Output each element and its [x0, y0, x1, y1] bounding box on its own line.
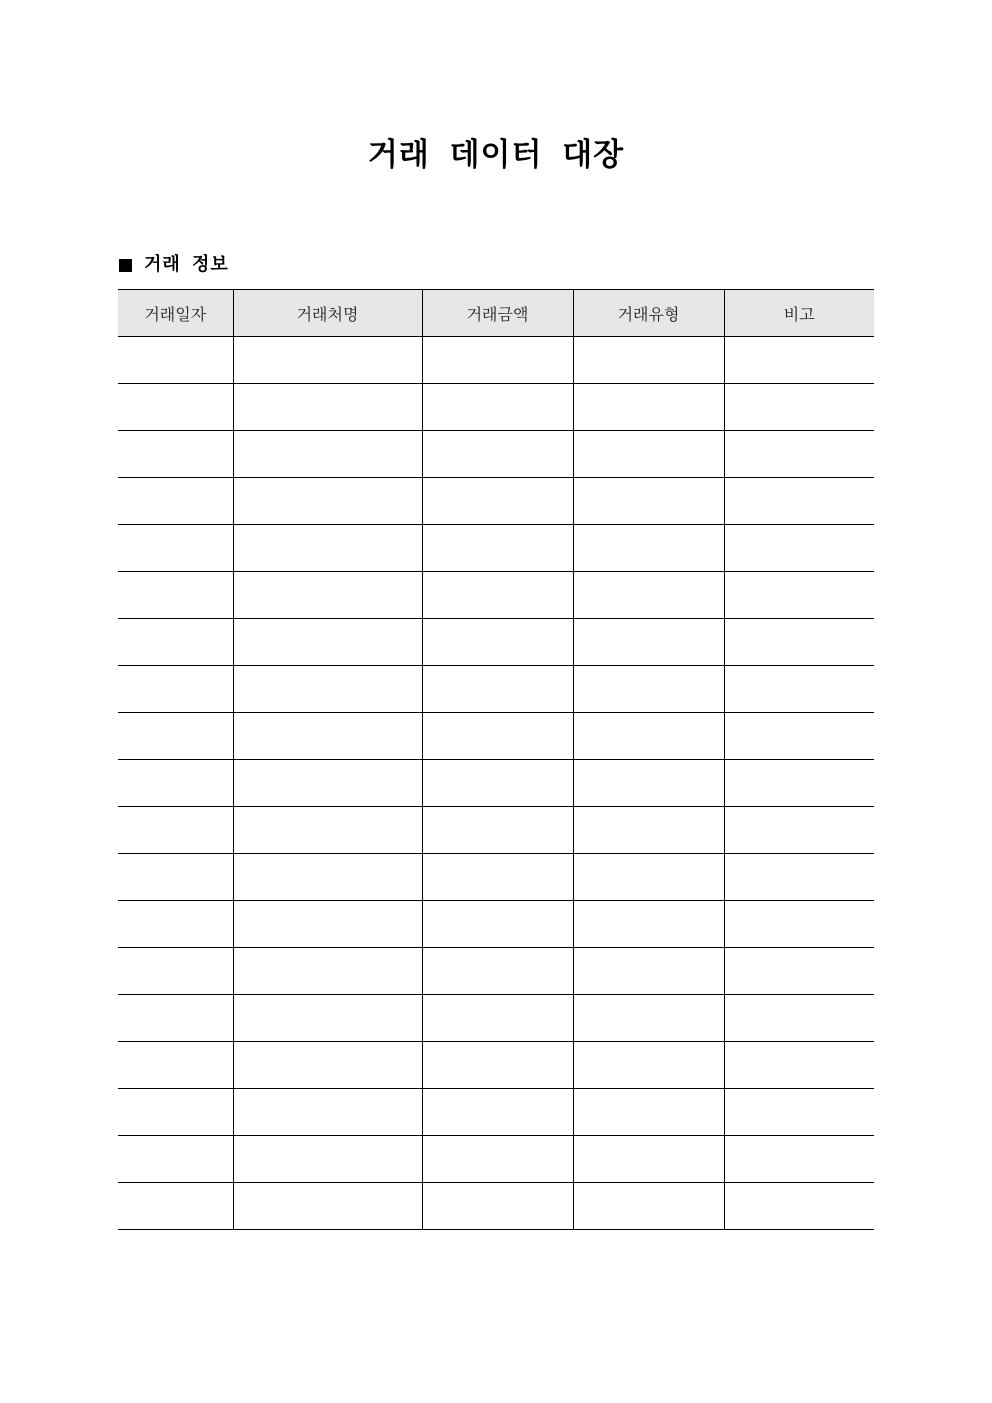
- table-row: [118, 337, 874, 384]
- table-cell-type[interactable]: [573, 854, 724, 901]
- table-row: [118, 525, 874, 572]
- table-cell-remarks[interactable]: [724, 666, 874, 713]
- table-row: [118, 1183, 874, 1230]
- column-header-remarks: 비고: [724, 290, 874, 337]
- table-cell-amount[interactable]: [422, 525, 573, 572]
- table-cell-date[interactable]: [118, 1136, 233, 1183]
- table-cell-date[interactable]: [118, 1042, 233, 1089]
- table-cell-partner[interactable]: [233, 901, 422, 948]
- table-row: [118, 807, 874, 854]
- table-cell-amount[interactable]: [422, 854, 573, 901]
- table-cell-amount[interactable]: [422, 431, 573, 478]
- table-row: [118, 431, 874, 478]
- table-cell-remarks[interactable]: [724, 854, 874, 901]
- table-cell-date[interactable]: [118, 337, 233, 384]
- table-cell-partner[interactable]: [233, 572, 422, 619]
- table-cell-amount[interactable]: [422, 384, 573, 431]
- table-cell-remarks[interactable]: [724, 901, 874, 948]
- table-cell-partner[interactable]: [233, 760, 422, 807]
- table-cell-partner[interactable]: [233, 854, 422, 901]
- table-cell-date[interactable]: [118, 384, 233, 431]
- table-cell-partner[interactable]: [233, 384, 422, 431]
- table-cell-amount[interactable]: [422, 337, 573, 384]
- table-cell-partner[interactable]: [233, 431, 422, 478]
- table-cell-remarks[interactable]: [724, 995, 874, 1042]
- table-cell-remarks[interactable]: [724, 1136, 874, 1183]
- table-cell-type[interactable]: [573, 1089, 724, 1136]
- table-cell-remarks[interactable]: [724, 1042, 874, 1089]
- column-header-type: 거래유형: [573, 290, 724, 337]
- table-cell-remarks[interactable]: [724, 525, 874, 572]
- table-cell-type[interactable]: [573, 995, 724, 1042]
- section-heading-label: 거래 정보: [144, 254, 229, 275]
- table-row: [118, 1042, 874, 1089]
- section-heading: [119, 252, 229, 278]
- table-cell-amount[interactable]: [422, 901, 573, 948]
- table-cell-type[interactable]: [573, 760, 724, 807]
- table-cell-date[interactable]: [118, 478, 233, 525]
- table-cell-remarks[interactable]: [724, 1089, 874, 1136]
- table-cell-partner[interactable]: [233, 1136, 422, 1183]
- table-cell-partner[interactable]: [233, 1089, 422, 1136]
- table-cell-remarks[interactable]: [724, 337, 874, 384]
- table-cell-remarks[interactable]: [724, 807, 874, 854]
- table-cell-type[interactable]: [573, 666, 724, 713]
- column-header-amount: 거래금액: [422, 290, 573, 337]
- table-cell-amount[interactable]: [422, 807, 573, 854]
- table-cell-amount[interactable]: [422, 572, 573, 619]
- table-row: [118, 995, 874, 1042]
- table-cell-partner[interactable]: [233, 666, 422, 713]
- table-cell-remarks[interactable]: [724, 948, 874, 995]
- table-cell-date[interactable]: [118, 572, 233, 619]
- table-cell-type[interactable]: [573, 525, 724, 572]
- table-cell-date[interactable]: [118, 760, 233, 807]
- table-cell-date[interactable]: [118, 713, 233, 760]
- table-row: [118, 901, 874, 948]
- table-row: [118, 572, 874, 619]
- table-cell-date[interactable]: [118, 666, 233, 713]
- table-cell-remarks[interactable]: [724, 572, 874, 619]
- table-cell-partner[interactable]: [233, 948, 422, 995]
- table-cell-partner[interactable]: [233, 713, 422, 760]
- table-cell-amount[interactable]: [422, 1042, 573, 1089]
- table-row: [118, 713, 874, 760]
- table-cell-type[interactable]: [573, 384, 724, 431]
- table-cell-remarks[interactable]: [724, 431, 874, 478]
- table-cell-date[interactable]: [118, 901, 233, 948]
- table-cell-partner[interactable]: [233, 807, 422, 854]
- table-cell-partner[interactable]: [233, 619, 422, 666]
- table-cell-remarks[interactable]: [724, 478, 874, 525]
- table-cell-remarks[interactable]: [724, 1183, 874, 1230]
- document-title: 거래 데이터 대장: [367, 137, 625, 173]
- table-cell-date[interactable]: [118, 525, 233, 572]
- transaction-table: [118, 289, 874, 1230]
- table-cell-remarks[interactable]: [724, 713, 874, 760]
- table-cell-date[interactable]: [118, 948, 233, 995]
- table-row: [118, 1136, 874, 1183]
- table-cell-amount[interactable]: [422, 478, 573, 525]
- table-cell-partner[interactable]: [233, 1183, 422, 1230]
- table-cell-type[interactable]: [573, 807, 724, 854]
- table-cell-type[interactable]: [573, 1183, 724, 1230]
- table-cell-date[interactable]: [118, 1183, 233, 1230]
- table-row: [118, 478, 874, 525]
- table-cell-amount[interactable]: [422, 1089, 573, 1136]
- table-cell-type[interactable]: [573, 431, 724, 478]
- table-cell-amount[interactable]: [422, 995, 573, 1042]
- table-cell-amount[interactable]: [422, 666, 573, 713]
- table-cell-partner[interactable]: [233, 525, 422, 572]
- table-cell-type[interactable]: [573, 478, 724, 525]
- table-row: [118, 760, 874, 807]
- column-header-partner: 거래처명: [233, 290, 422, 337]
- table-cell-type[interactable]: [573, 948, 724, 995]
- table-cell-type[interactable]: [573, 1042, 724, 1089]
- table-cell-amount[interactable]: [422, 713, 573, 760]
- table-cell-date[interactable]: [118, 1089, 233, 1136]
- square-bullet-icon: [119, 259, 132, 272]
- table-cell-remarks[interactable]: [724, 619, 874, 666]
- table-cell-type[interactable]: [573, 1136, 724, 1183]
- table-cell-remarks[interactable]: [724, 384, 874, 431]
- table-cell-partner[interactable]: [233, 478, 422, 525]
- table-cell-partner[interactable]: [233, 337, 422, 384]
- table-cell-date[interactable]: [118, 431, 233, 478]
- table-cell-date[interactable]: [118, 995, 233, 1042]
- table-cell-partner[interactable]: [233, 1042, 422, 1089]
- table-cell-date[interactable]: [118, 854, 233, 901]
- table-row: [118, 1089, 874, 1136]
- table-row: [118, 666, 874, 713]
- table-cell-type[interactable]: [573, 901, 724, 948]
- table-cell-date[interactable]: [118, 619, 233, 666]
- table-cell-remarks[interactable]: [724, 760, 874, 807]
- table-cell-partner[interactable]: [233, 995, 422, 1042]
- table-header-row: [118, 290, 874, 337]
- table-cell-date[interactable]: [118, 807, 233, 854]
- table-cell-amount[interactable]: [422, 1183, 573, 1230]
- table-cell-type[interactable]: [573, 713, 724, 760]
- table-row: [118, 948, 874, 995]
- table-body: [118, 337, 874, 1230]
- table-cell-amount[interactable]: [422, 760, 573, 807]
- table-cell-amount[interactable]: [422, 948, 573, 995]
- column-header-date: 거래일자: [118, 290, 233, 337]
- table-cell-amount[interactable]: [422, 1136, 573, 1183]
- table-row: [118, 619, 874, 666]
- table-cell-type[interactable]: [573, 619, 724, 666]
- table-cell-type[interactable]: [573, 572, 724, 619]
- table-cell-amount[interactable]: [422, 619, 573, 666]
- table-row: [118, 384, 874, 431]
- table-cell-type[interactable]: [573, 337, 724, 384]
- table-row: [118, 854, 874, 901]
